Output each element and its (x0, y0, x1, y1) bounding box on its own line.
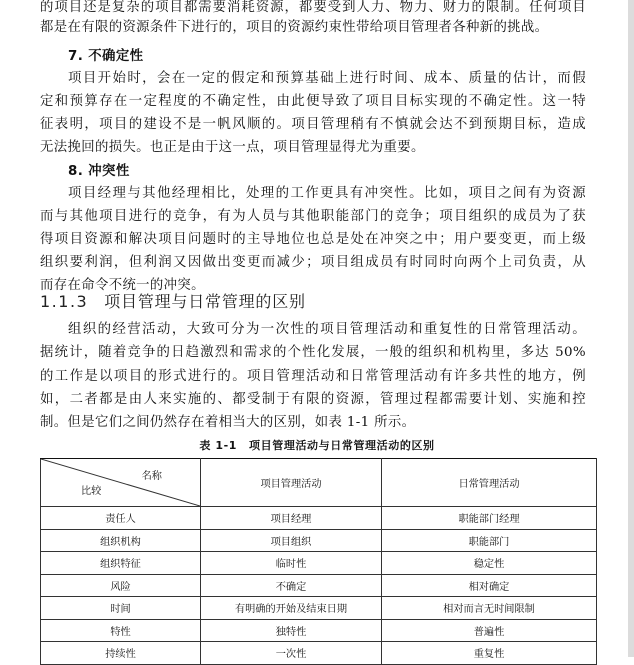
subheading-uncertainty: 7. 不确定性 (68, 49, 144, 64)
paragraph-line: 如，二者都是由人来实施的、都受制于有限的资源，管理过程都需要计划、实施和控 (40, 392, 586, 407)
paragraph-line: 征表明，项目的建设不是一帆风顺的。项目管理稍有不慎就会达不到预期目标，造成 (40, 117, 586, 132)
paragraph-line: 无法挽回的损失。也正是由于这一点，项目管理显得尤为重要。 (40, 140, 425, 155)
daily-cell: 重复性 (382, 642, 597, 665)
row-label: 责任人 (41, 507, 201, 530)
comparison-table (40, 458, 597, 665)
daily-cell: 稳定性 (382, 552, 597, 575)
paragraph-line: 组织的经营活动，大致可分为一次性的项目管理活动和重复性的日常管理活动。 (68, 322, 586, 337)
table-row (41, 574, 597, 597)
project-cell: 不确定 (201, 574, 382, 597)
project-cell: 独特性 (201, 619, 382, 642)
project-cell: 一次性 (201, 642, 382, 665)
table-row (41, 529, 597, 552)
project-cell: 有明确的开始及结束日期 (201, 597, 382, 620)
column-header-daily: 日常管理活动 (382, 459, 597, 507)
scrollbar-track[interactable] (628, 0, 634, 657)
row-label: 持续性 (41, 642, 201, 665)
paragraph-line: 项目经理与其他经理相比，处理的工作更具有冲突性。比如，项目之间有为资源 (68, 186, 586, 201)
table-row (41, 552, 597, 575)
project-cell: 项目经理 (201, 507, 382, 530)
row-label: 时间 (41, 597, 201, 620)
daily-cell: 职能部门经理 (382, 507, 597, 530)
daily-cell: 相对确定 (382, 574, 597, 597)
table-row (41, 619, 597, 642)
row-label: 风险 (41, 574, 201, 597)
paragraph-line: 而存在命令不统一的冲突。 (40, 278, 205, 293)
diagonal-header-cell (41, 459, 201, 507)
paragraph-line: 制。但是它们之间仍然存在着相当大的区别，如表 1-1 所示。 (40, 415, 416, 430)
column-header-project: 项目管理活动 (201, 459, 382, 507)
section-number: 1.1.3 (40, 292, 89, 311)
paragraph-line: 都是在有限的资源条件下进行的，项目的资源约束性带给项目管理者各种新的挑战。 (40, 20, 549, 35)
table-row (41, 507, 597, 530)
paragraph-line: 定和预算存在一定程度的不确定性，由此便导致了项目目标实现的不确定性。这一特 (40, 94, 586, 109)
paragraph-line: 项目开始时，会在一定的假定和预算基础上进行时间、成本、质量的估计，而假 (68, 71, 586, 86)
table-caption-number: 表 1-1 (199, 439, 238, 452)
paragraph-line: 得项目资源和解决项目问题时的主导地位也总是处在冲突之中；用户要变更，而上级 (40, 232, 586, 247)
table-caption-title: 项目管理活动与日常管理活动的区别 (249, 439, 435, 452)
daily-cell: 普遍性 (382, 619, 597, 642)
daily-cell: 相对而言无时间限制 (382, 597, 597, 620)
header-compare-label: 比较 (81, 486, 102, 497)
project-cell: 项目组织 (201, 529, 382, 552)
diagonal-line (41, 459, 200, 506)
paragraph-line: 据统计，随着竞争的日趋激烈和需求的个性化发展，一般的组织和机构里，多达 50% (40, 345, 586, 360)
subheading-conflict: 8. 冲突性 (68, 164, 130, 179)
table-header-row (41, 459, 597, 507)
table-row (41, 642, 597, 665)
row-label: 特性 (41, 619, 201, 642)
header-name-label: 名称 (141, 471, 162, 482)
section-title: 项目管理与日常管理的区别 (104, 292, 306, 311)
project-cell: 临时性 (201, 552, 382, 575)
table-caption (0, 437, 634, 453)
row-label: 组织机构 (41, 529, 201, 552)
section-heading (40, 289, 306, 312)
paragraph-line: 的项目还是复杂的项目都需要消耗资源，都要受到人力、物力、财力的限制。任何项目 (40, 0, 586, 15)
daily-cell: 职能部门 (382, 529, 597, 552)
table-row (41, 597, 597, 620)
paragraph-line: 的工作是以项目的形式进行的。项目管理活动和日常管理活动有许多共性的地方，例 (40, 369, 586, 384)
paragraph-line: 而与其他项目进行的竞争，有为人员与其他职能部门的竞争；项目组织的成员为了获 (40, 209, 586, 224)
row-label: 组织特征 (41, 552, 201, 575)
paragraph-line: 组织要利润，但利润又因做出变更而减少；项目组成员有时同时向两个上司负责，从 (40, 255, 586, 270)
